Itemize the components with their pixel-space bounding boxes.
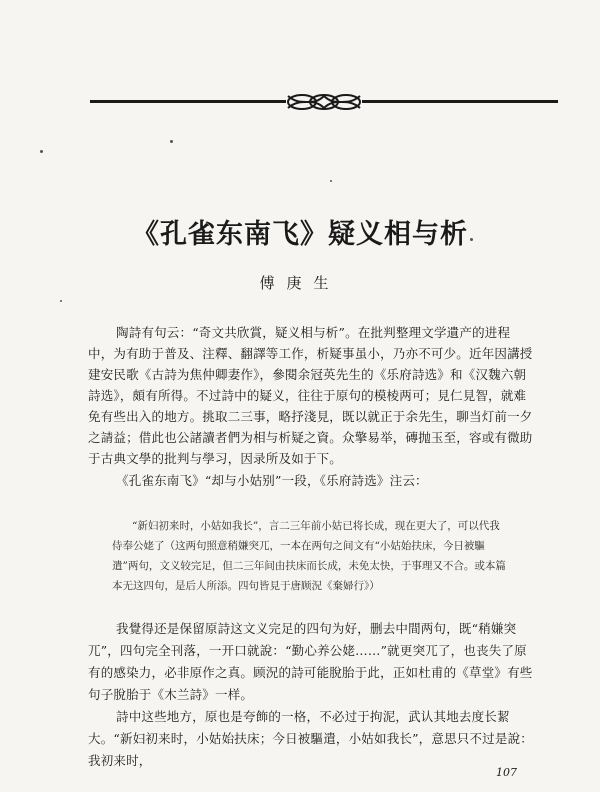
knot-ornament-icon [288,95,360,109]
paragraph-continuation: 詩中这些地方，原也是夸飾的一格，不必过于拘泥，武认其地去度长絜大。“新妇初来时，小姑始扶床；今日被驅遣，小姑如我长”，意思只不过是說：我初来时， [88,709,533,768]
rule-right [362,100,558,103]
paragraph-citation-lead: 《孔雀东南飞》“却与小姑别”一段，《乐府詩选》注云： [116,473,428,488]
decorative-rule [90,90,558,114]
print-speck [60,300,62,302]
rule-left [90,100,286,103]
paragraph-argument: 我覺得还是保留原詩这文义完足的四句为好，删去中間两句，既“稍嫌突兀”，四句完全刊落，一开口就說：“勤心养公姥……”就更突兀了，也丧失了原有的感染力，必非原作之真。顾況的詩可能脫胎于此，正如杜甫的《草堂》有些句子脫胎于《木兰詩》一样。 [88,621,533,702]
print-speck [470,238,473,241]
print-speck [40,150,43,153]
article-author: 傅庚生 [259,274,341,292]
paragraph-intro: 陶詩有句云：“奇文共欣賞，疑义相与析”。在批判整理文学遺产的进程中，为有助于普及、注釋、翻譯等工作，析疑事虽小，乃亦不可少。近年因講授建安民歌《古詩为焦仲卿妻作》，參閱余冠英先生的《乐府詩选》和《汉魏六朝詩选》，頗有所得。不过詩中的疑义，往往于原句的模棱两可；見仁見智，就难免有些出入的地方。挑取二三事，略抒淺見，既以就正于余先生，聊当灯前一夕之請益；借此也公諸讀者們为相与析疑之資。众擎易举，磚抛玉至，容或有微助于古典文學的批判与學习，因录所及如于下。 [88,325,533,466]
block-quote: “新妇初来时，小姑如我长”，言二三年前小姑已将长成，现在更大了，可以代我侍奉公姥了（这两句照意稍嫌突兀，一本在两句之间文有“小姑始扶床，今日被驅遣”两句，文义较完足，但二三年间由扶床而长成，未免太快，于事理又不合。或本篇本无这四句，是后人所添。四句皆見于唐顾況《棄婦行》） [112,520,506,592]
print-speck [330,180,332,182]
page-number: 107 [496,766,517,779]
article-title: 《孔雀东南飞》疑义相与析 [132,219,468,250]
print-speck [170,140,173,143]
